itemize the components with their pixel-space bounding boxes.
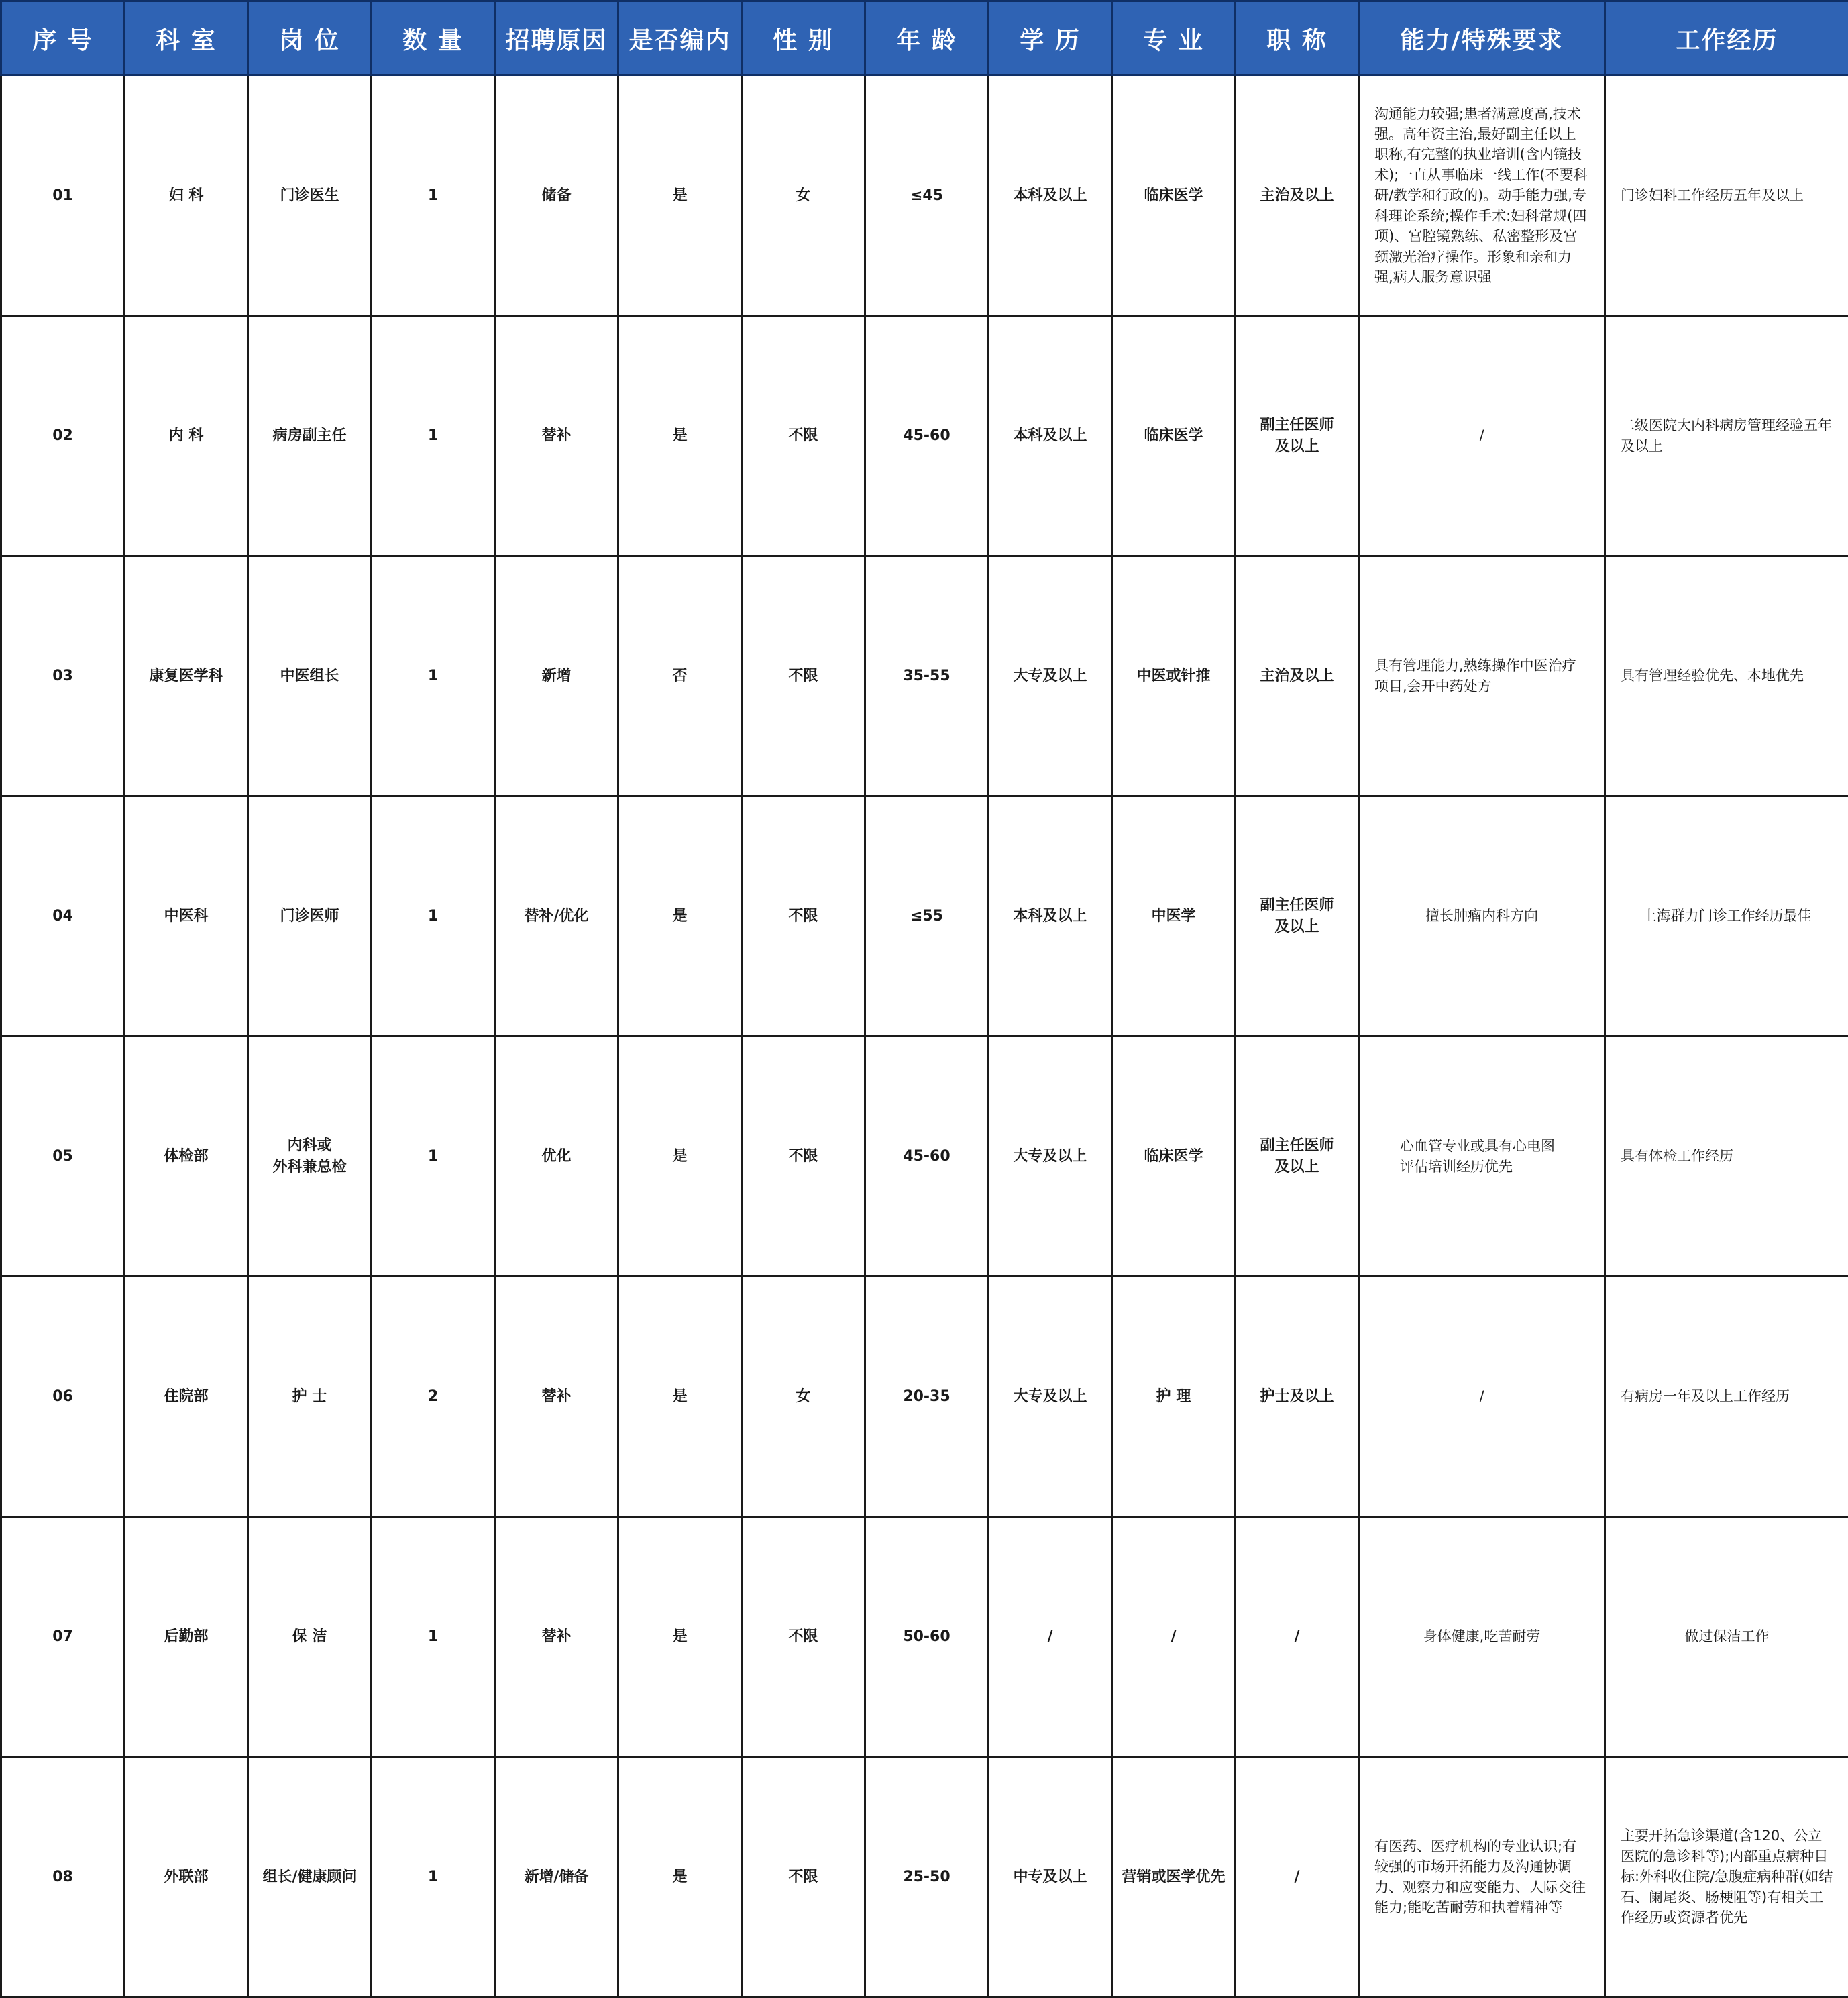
cell-title: / (1236, 1757, 1359, 1997)
cell-gender: 不限 (742, 1757, 865, 1997)
header-no: 序 号 (1, 1, 125, 76)
cell-major: 护 理 (1112, 1277, 1236, 1517)
cell-no: 02 (1, 316, 125, 556)
cell-count: 1 (372, 556, 495, 796)
cell-title: / (1236, 1517, 1359, 1757)
cell-gender: 不限 (742, 796, 865, 1037)
cell-title: 副主任医师 及以上 (1236, 796, 1359, 1037)
cell-dept: 外联部 (125, 1757, 248, 1997)
cell-requirements: 沟通能力较强;患者满意度高,技术强。高年资主治,最好副主任以上职称,有完整的执业培训(含内镜技术);一直从事临床一线工作(不要科研/教学和行政的)。动手能力强,专科理论系统;操作手术:妇科常规(四项)、宫腔镜熟练、私密整形及宫颈激光治疗操作。形象和亲和力强,病人服务意识强 (1359, 76, 1605, 316)
cell-dept: 中医科 (125, 796, 248, 1037)
cell-position: 门诊医生 (248, 76, 372, 316)
cell-gender: 不限 (742, 1517, 865, 1757)
cell-reason: 替补 (495, 1517, 618, 1757)
header-gender: 性 别 (742, 1, 865, 76)
cell-education: 本科及以上 (989, 76, 1112, 316)
cell-no: 03 (1, 556, 125, 796)
cell-age: 25-50 (865, 1757, 989, 1997)
cell-requirements: 有医药、医疗机构的专业认识;有较强的市场开拓能力及沟通协调力、观察力和应变能力、人际交往能力;能吃苦耐劳和执着精神等 (1359, 1757, 1605, 1997)
cell-position: 护 士 (248, 1277, 372, 1517)
cell-gender: 不限 (742, 556, 865, 796)
cell-dept: 住院部 (125, 1277, 248, 1517)
cell-staff: 是 (618, 1277, 742, 1517)
cell-gender: 女 (742, 1277, 865, 1517)
cell-gender: 不限 (742, 316, 865, 556)
header-age: 年 龄 (865, 1, 989, 76)
cell-education: 中专及以上 (989, 1757, 1112, 1997)
table-row (1, 316, 1848, 556)
cell-age: ≤55 (865, 796, 989, 1037)
cell-experience: 二级医院大内科病房管理经验五年及以上 (1605, 316, 1848, 556)
cell-age: 20-35 (865, 1277, 989, 1517)
cell-position: 保 洁 (248, 1517, 372, 1757)
cell-requirements: 身体健康,吃苦耐劳 (1359, 1517, 1605, 1757)
cell-position: 组长/健康顾问 (248, 1757, 372, 1997)
cell-position: 内科或 外科兼总检 (248, 1037, 372, 1277)
cell-no: 07 (1, 1517, 125, 1757)
cell-staff: 是 (618, 76, 742, 316)
cell-requirements: 心血管专业或具有心电图评估培训经历优先 (1359, 1037, 1605, 1277)
cell-age: 50-60 (865, 1517, 989, 1757)
cell-requirements: / (1359, 316, 1605, 556)
cell-dept: 妇 科 (125, 76, 248, 316)
table-body (1, 76, 1848, 1997)
cell-staff: 是 (618, 796, 742, 1037)
cell-education: 本科及以上 (989, 796, 1112, 1037)
cell-education: / (989, 1517, 1112, 1757)
table-row (1, 1037, 1848, 1277)
cell-no: 01 (1, 76, 125, 316)
header-count: 数 量 (372, 1, 495, 76)
cell-gender: 女 (742, 76, 865, 316)
cell-age: 45-60 (865, 316, 989, 556)
cell-no: 06 (1, 1277, 125, 1517)
cell-major: 中医或针推 (1112, 556, 1236, 796)
header-dept: 科 室 (125, 1, 248, 76)
cell-education: 本科及以上 (989, 316, 1112, 556)
cell-staff: 是 (618, 316, 742, 556)
cell-position: 门诊医师 (248, 796, 372, 1037)
cell-experience: 上海群力门诊工作经历最佳 (1605, 796, 1848, 1037)
cell-staff: 是 (618, 1037, 742, 1277)
header-major: 专 业 (1112, 1, 1236, 76)
cell-age: 45-60 (865, 1037, 989, 1277)
cell-education: 大专及以上 (989, 556, 1112, 796)
cell-major: 临床医学 (1112, 76, 1236, 316)
cell-experience: 有病房一年及以上工作经历 (1605, 1277, 1848, 1517)
header-staff: 是否编内 (618, 1, 742, 76)
cell-count: 1 (372, 1757, 495, 1997)
cell-title: 主治及以上 (1236, 556, 1359, 796)
cell-position: 中医组长 (248, 556, 372, 796)
cell-dept: 后勤部 (125, 1517, 248, 1757)
cell-dept: 体检部 (125, 1037, 248, 1277)
cell-no: 05 (1, 1037, 125, 1277)
cell-major: 临床医学 (1112, 1037, 1236, 1277)
cell-major: 临床医学 (1112, 316, 1236, 556)
cell-reason: 优化 (495, 1037, 618, 1277)
cell-title: 副主任医师 及以上 (1236, 1037, 1359, 1277)
cell-experience: 具有体检工作经历 (1605, 1037, 1848, 1277)
cell-staff: 否 (618, 556, 742, 796)
cell-reason: 新增/储备 (495, 1757, 618, 1997)
cell-count: 1 (372, 1517, 495, 1757)
cell-dept: 康复医学科 (125, 556, 248, 796)
cell-reason: 替补/优化 (495, 796, 618, 1037)
cell-count: 2 (372, 1277, 495, 1517)
cell-experience: 主要开拓急诊渠道(含120、公立医院的急诊科等);内部重点病种目标:外科收住院/急腹症病种群(如结石、阑尾炎、肠梗阻等)有相关工作经历或资源者优先 (1605, 1757, 1848, 1997)
header-requirements: 能力/特殊要求 (1359, 1, 1605, 76)
header-position: 岗 位 (248, 1, 372, 76)
table-row (1, 1757, 1848, 1997)
table-row (1, 796, 1848, 1037)
cell-reason: 储备 (495, 76, 618, 316)
cell-experience: 门诊妇科工作经历五年及以上 (1605, 76, 1848, 316)
cell-requirements: 擅长肿瘤内科方向 (1359, 796, 1605, 1037)
table-row (1, 1517, 1848, 1757)
cell-dept: 内 科 (125, 316, 248, 556)
cell-requirements: / (1359, 1277, 1605, 1517)
header-title: 职 称 (1236, 1, 1359, 76)
table-row (1, 1277, 1848, 1517)
cell-reason: 替补 (495, 316, 618, 556)
cell-major: 营销或医学优先 (1112, 1757, 1236, 1997)
cell-education: 大专及以上 (989, 1037, 1112, 1277)
cell-count: 1 (372, 796, 495, 1037)
cell-title: 副主任医师 及以上 (1236, 316, 1359, 556)
cell-age: ≤45 (865, 76, 989, 316)
table-header (1, 1, 1848, 76)
cell-staff: 是 (618, 1517, 742, 1757)
header-education: 学 历 (989, 1, 1112, 76)
cell-experience: 具有管理经验优先、本地优先 (1605, 556, 1848, 796)
cell-count: 1 (372, 316, 495, 556)
cell-title: 护士及以上 (1236, 1277, 1359, 1517)
cell-no: 08 (1, 1757, 125, 1997)
header-experience: 工作经历 (1605, 1, 1848, 76)
cell-major: / (1112, 1517, 1236, 1757)
cell-count: 1 (372, 1037, 495, 1277)
cell-age: 35-55 (865, 556, 989, 796)
cell-count: 1 (372, 76, 495, 316)
cell-gender: 不限 (742, 1037, 865, 1277)
cell-no: 04 (1, 796, 125, 1037)
cell-reason: 新增 (495, 556, 618, 796)
cell-experience: 做过保洁工作 (1605, 1517, 1848, 1757)
cell-position: 病房副主任 (248, 316, 372, 556)
table-row (1, 556, 1848, 796)
cell-staff: 是 (618, 1757, 742, 1997)
header-row (1, 1, 1848, 76)
header-reason: 招聘原因 (495, 1, 618, 76)
cell-education: 大专及以上 (989, 1277, 1112, 1517)
table-row (1, 76, 1848, 316)
cell-major: 中医学 (1112, 796, 1236, 1037)
cell-requirements: 具有管理能力,熟练操作中医治疗项目,会开中药处方 (1359, 556, 1605, 796)
cell-reason: 替补 (495, 1277, 618, 1517)
cell-title: 主治及以上 (1236, 76, 1359, 316)
